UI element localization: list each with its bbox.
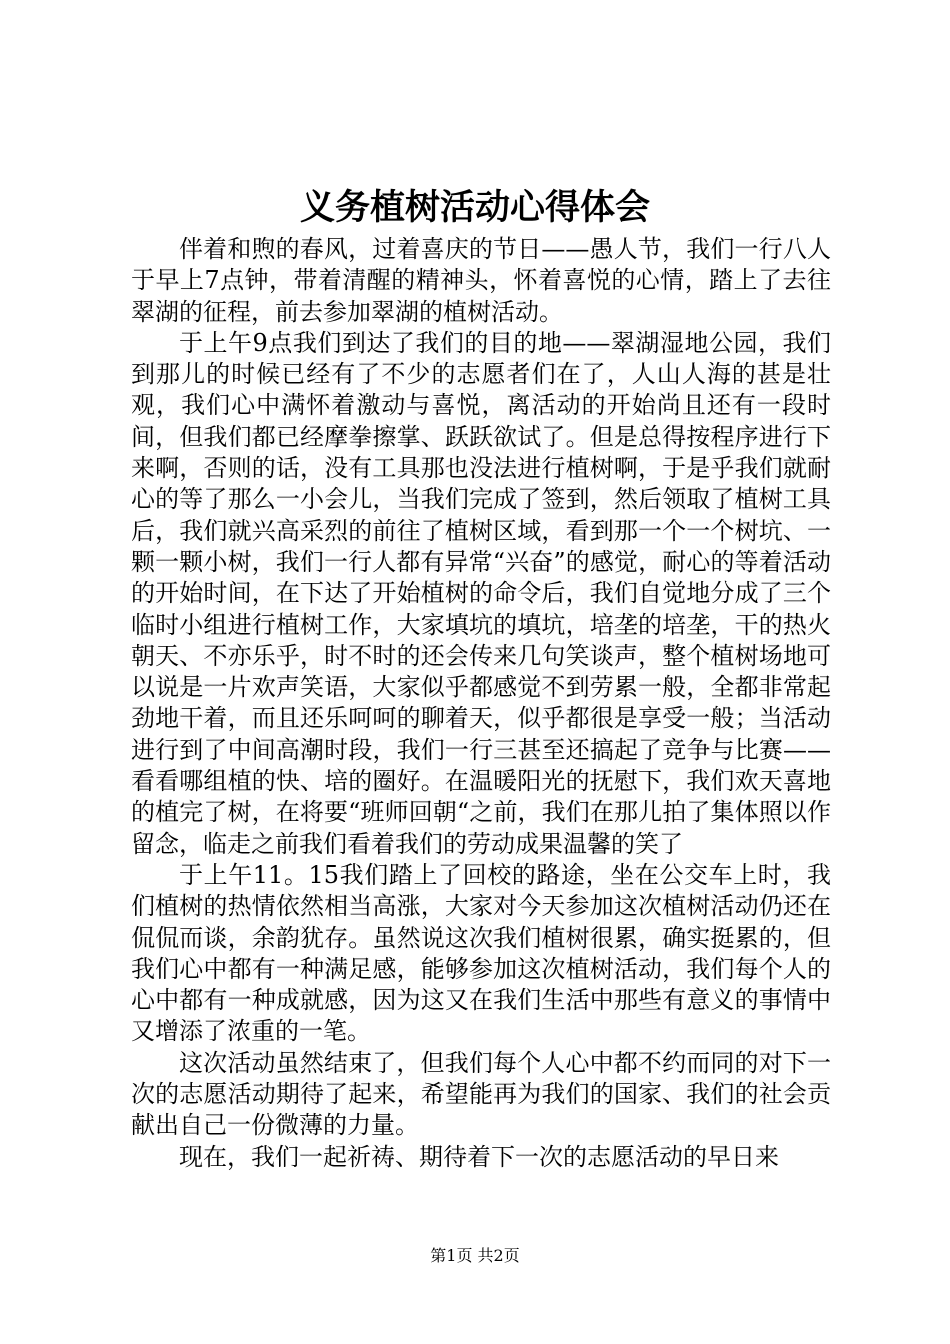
paragraph-3: 于上午11。15我们踏上了回校的路途，坐在公交车上时，我们植树的热情依然相当高涨，大家对今天参加这次植树活动仍还在侃侃而谈，余韵犹存。虽然说这次我们植树很累，确实挺累的，但我们心中都有一种满足感，能够参加这次植树活动，我们每个人的心中都有一种成就感，因为这又在我们生活中那些有意义的事情中又增添了浓重的一笔。 bbox=[131, 860, 831, 1046]
document-body bbox=[131, 234, 831, 1173]
document-title: 义务植树活动心得体会 bbox=[299, 188, 650, 228]
page-footer: 第1页 共2页 bbox=[430, 1246, 520, 1265]
paragraph-5: 现在，我们一起祈祷、期待着下一次的志愿活动的早日来 bbox=[179, 1142, 779, 1171]
paragraph-1: 伴着和煦的春风，过着喜庆的节日——愚人节，我们一行八人于早上7点钟，带着清醒的精神头，怀着喜悦的心情，踏上了去往翠湖的征程，前去参加翠湖的植树活动。 bbox=[131, 235, 831, 326]
paragraph-4: 这次活动虽然结束了，但我们每个人心中都不约而同的对下一次的志愿活动期待了起来，希望能再为我们的国家、我们的社会贡献出自己一份微薄的力量。 bbox=[131, 1048, 831, 1140]
paragraph-2: 于上午9点我们到达了我们的目的地——翠湖湿地公园，我们到那儿的时候已经有了不少的志愿者们在了，人山人海的甚是壮观，我们心中满怀着激动与喜悦，离活动的开始尚且还有一段时间，但我们都已经摩拳擦掌、跃跃欲试了。但是总得按程序进行下来啊，否则的话，没有工具那也没法进行植树啊，于是乎我们就耐心的等了那么一小会儿，当我们完成了签到，然后领取了植树工具后，我们就兴高采烈的前往了植树区域，看到那一个一个树坑、一颗一颗小树，我们一行人都有异常“兴奋”的感觉，耐心的等着活动的开始时间，在下达了开始植树的命令后，我们自觉地分成了三个临时小组进行植树工作，大家填坑的填坑，培垄的培垄，干的热火朝天、不亦乐乎，时不时的还会传来几句笑谈声，整个植树场地可以说是一片欢声笑语，大家似乎都感觉不到劳累一般，全都非常起劲地干着，而且还乐呵呵的聊着天，似乎都很是享受一般；当活动进行到了中间高潮时段，我们一行三甚至还搞起了竞争与比赛——看看哪组植的快、培的圈好。在温暖阳光的抚慰下，我们欢天喜地的植完了树，在将要“班师回朝“之前，我们在那儿拍了集体照以作留念，临走之前我们看着我们的劳动成果温馨的笑了 bbox=[131, 328, 831, 858]
